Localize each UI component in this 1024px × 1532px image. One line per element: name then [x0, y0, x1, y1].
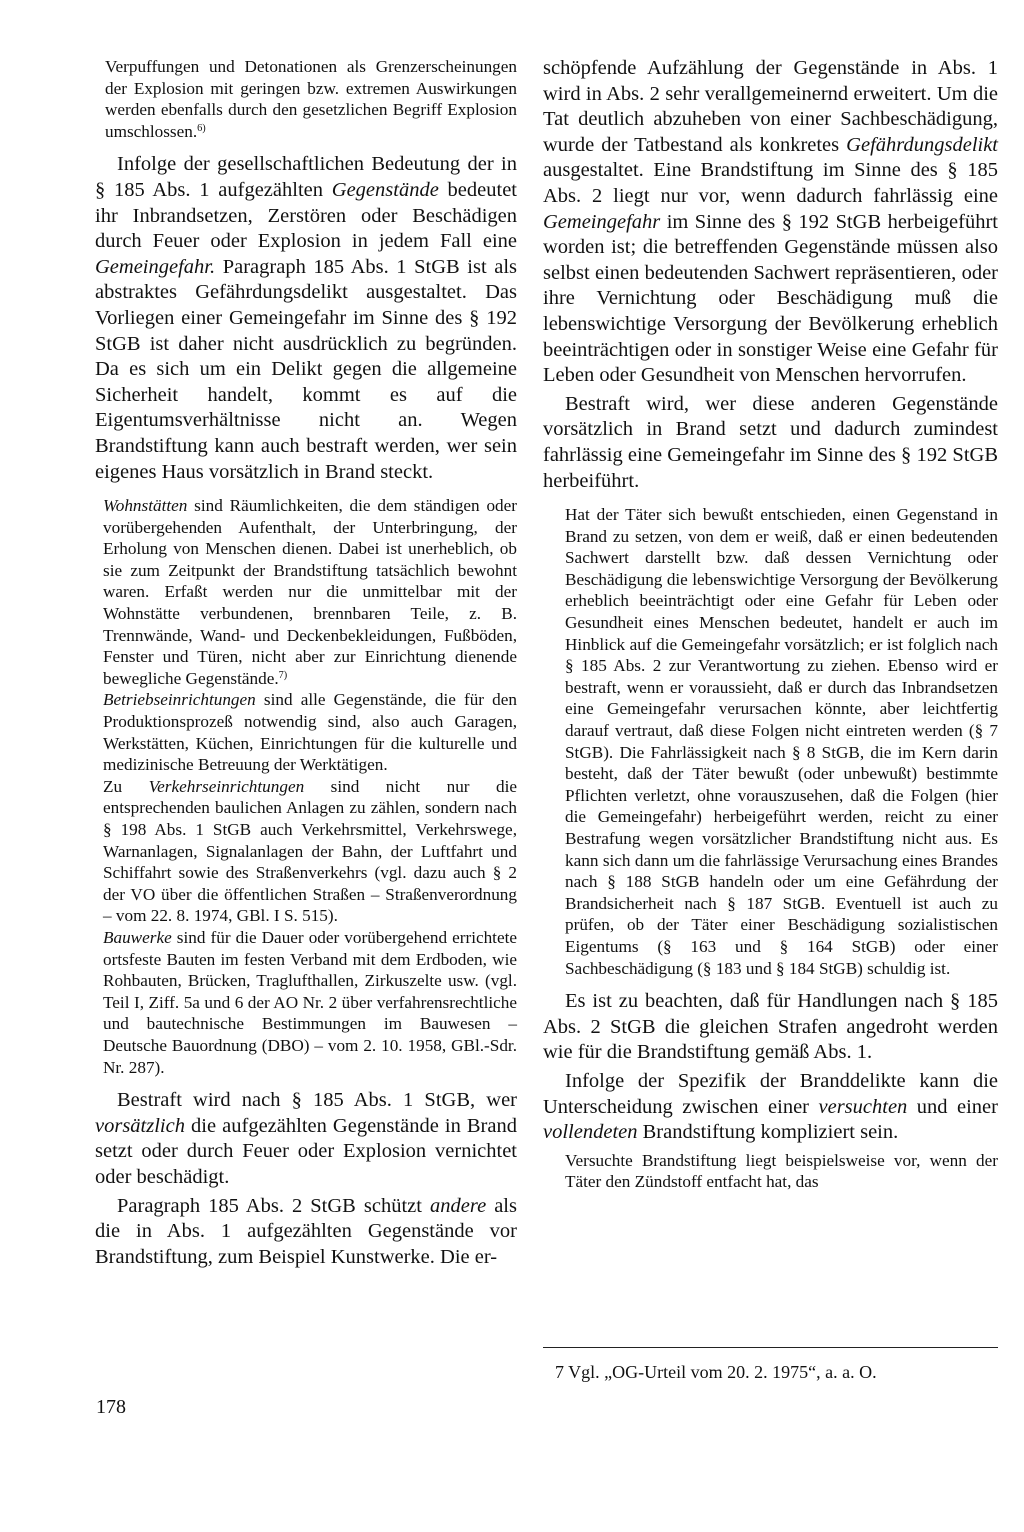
intro-note-text: Verpuffungen und Detonationen als Grenzerscheinungen der Explosion mit geringen bzw. extremen Auswirkungen werden ebenfalls durch den gesetzlichen Begriff Explosion umschlossen.: [105, 57, 517, 141]
definition-wohnstaetten: [103, 495, 517, 689]
paragraph-gemeingefahr: [95, 152, 517, 485]
text-run: im Sinne des § 192 StGB herbeigeführt worden ist; die betreffenden Gegenstände müssen also selbst einen bedeutenden Sachwert repräsentieren, oder ihre Vernichtung oder Beschädigung muß die lebenswichtige Versorgung der Bevölkerung erheblich beeinträchtigen oder in sonstiger Weise eine Gefahr für Leben oder Gesundheit von Menschen hervorrufen.: [543, 210, 998, 387]
paragraph-bestraft-abs2: Bestraft wird, wer diese anderen Gegenstände vorsätzlich in Brand setzt und dadurch zumindest fahrlässig eine Gemeingefahr im Sinne des § 192 StGB herbeiführt.: [543, 392, 998, 492]
definition-bauwerke: [103, 927, 517, 1078]
paragraph-bestraft-abs1: [95, 1088, 517, 1190]
note-text: Hat der Täter sich bewußt entschieden, einen Gegenstand in Brand zu setzen, von dem er weiß, daß er einen bedeutenden Sachwert darstellt bzw. daß dessen Vernichtung oder Beschädigung die lebenswichtige Versorgung der Bevölkerung erheblich beeinträchtigt oder eine Gefahr für Leben oder Gesundheit eines Menschen bedeutet, handelt er auch im Hinblick auf die Gemeingefahr vorsätzlich; er ist folglich nach § 185 Abs. 2 zur Verantwortung zu ziehen. Ebenso wird er bestraft, wenn er voraussieht, daß er durch das Inbrandsetzen eine Gemeingefahr verursachen könnte, aber leichtfertig darauf vertraut, daß diese Folgen nicht eintreten werden (§ 7 StGB). Die Fahrlässigkeit nach § 8 StGB, die im Kern darin besteht, daß der Täter bewußt (oder unbewußt) bestimmte Pflichten verletzt, ohne vorauszusehen, daß die Folgen (hier die Gemeingefahr) herbeigeführt werden, reicht zu einer Bestrafung wegen vorsätzlicher Brandstiftung nicht aus. Es kann sich dann um die fahrlässige Verursachung eines Brandes nach § 188 StGB handeln oder um eine Gefährdung der Brandsicherheit nach § 187 StGB. Eventuell ist auch zu prüfen, ob der Täter einer Beschädigung sozialistischen Eigentums (§ 163 und § 164 StGB) oder einer Sachbeschädigung (§ 183 und § 184 StGB) schuldig ist.: [565, 505, 998, 978]
right-column: [543, 56, 998, 1203]
text-run: als die in Abs. 1 aufgezählten Gegenstände vor Brandstiftung, zum Beispiel Kunstwerke. Die er-: [95, 1194, 517, 1268]
text-run: ausgestaltet. Eine Brandstiftung im Sinne des § 185 Abs. 2 liegt nur vor, wenn dadurch fahrlässig eine: [543, 159, 998, 207]
italic-term: vollendeten: [543, 1121, 638, 1144]
paragraph-konkretes-gefaehrdungsdelikt: [543, 56, 998, 389]
note-text: Versuchte Brandstiftung liegt beispielsweise vor, wenn der Täter den Zündstoff entfacht hat, das: [565, 1150, 998, 1192]
text-run: Infolge der Spezifik der Branddelikte kann die Unterscheidung zwischen einer: [543, 1069, 998, 1118]
page-number: 178: [96, 1396, 126, 1418]
note-versuchte-brandstiftung: [543, 1150, 998, 1193]
definition-verkehrseinrichtungen: [103, 776, 517, 927]
italic-term: Bauwerke: [103, 927, 172, 947]
definitions-block: [95, 495, 517, 1078]
italic-term: Gefährdungsdelikt: [846, 133, 998, 156]
note-vorsatz: [543, 504, 998, 979]
footnote-divider: [543, 1347, 998, 1348]
text-run: sind Räumlichkeiten, die dem ständigen oder vorübergehenden Aufenthalt, der Unterbringung, der Erholung von Menschen dienen. Dabei ist unerheblich, ob sie zum Zeitpunkt der Brandstiftung tatsächlich bewohnt waren. Erfaßt werden nur die unmittelbar mit der Wohnstätte verbundenen, brennbaren Teile, z. B. Trennwände, Wand- und Deckenbekleidungen, Fußböden, Fenster und Türen, nicht aber zur Einrichtung dienende bewegliche Gegenstände.: [103, 496, 517, 688]
definition-betriebseinrichtungen: [103, 689, 517, 775]
left-column: [95, 56, 517, 1273]
text-run: die aufgezählten Gegenstände in Brand setzt oder durch Feuer oder Explosion vernichtet oder beschädigt.: [95, 1114, 517, 1188]
text-run: Bestraft wird nach § 185 Abs. 1 StGB, wer: [117, 1089, 517, 1112]
footnote-ref-6: 6): [197, 122, 206, 134]
text-run: Paragraph 185 Abs. 2 StGB schützt: [117, 1194, 430, 1217]
paragraph-versuch-vollendung: [543, 1069, 998, 1146]
intro-note: [95, 56, 517, 142]
text-run: sind alle Gegenstände, die für den Produktionsprozeß notwendig sind, also auch Garagen, Werkstätten, Küchen, Einrichtungen für die kulturelle und medizinische Betreuung der Werktätigen.: [103, 690, 517, 775]
text-run: sind für die Dauer oder vorübergehend errichtete ortsfeste Bauten im festen Verband mit dem Erdboden, wie Rohbauten, Brücken, Traglufthallen, Zirkuszelte usw. (vgl. Teil I, Ziff. 5a und 6 der AO Nr. 2 über verfahrensrechtliche und bautechnische Bestimmungen im Bauwesen – Deutsche Bauordnung (DBO) – vom 2. 10. 1958, GBl.-Sdr. Nr. 287).: [103, 927, 517, 1077]
text-run: Paragraph 185 Abs. 1 StGB ist als abstraktes Gefährdungsdelikt ausgestaltet. Das Vorliegen einer Gemeingefahr im Sinne des § 192 StGB ist daher nicht ausdrücklich zu begründen. Da es sich um ein Delikt gegen die allgemeine Sicherheit handelt, kommt es auf die Eigentumsverhältnisse nicht an. Wegen Brandstiftung kann auch bestraft werden, wer sein eigenes Haus vorsätzlich in Brand steckt.: [95, 255, 517, 483]
footnote-ref-7: 7): [278, 669, 288, 681]
italic-term: Gemeingefahr.: [95, 255, 216, 278]
paragraph-strafen: Es ist zu beachten, daß für Handlungen nach § 185 Abs. 2 StGB die gleichen Strafen angedroht werden wie für die Brandstiftung gemäß Abs. 1.: [543, 990, 998, 1064]
text-run: bedeutet ihr Inbrandsetzen, Zerstören oder Beschädigen durch Feuer oder Explosion in jedem Fall eine: [95, 178, 517, 253]
italic-term: vorsätzlich: [95, 1114, 185, 1137]
text-run: Brandstiftung kompliziert sein.: [637, 1121, 899, 1144]
text-run: und einer: [907, 1095, 998, 1118]
paragraph-abs2-intro: [95, 1194, 517, 1271]
italic-term: Verkehrseinrichtungen: [148, 776, 305, 796]
text-run: Infolge der gesellschaftlichen Bedeutung der in § 185 Abs. 1 aufgezählten: [95, 153, 517, 201]
text-run: Zu: [103, 776, 149, 796]
footnote-7: 7 Vgl. „OG-Urteil vom 20. 2. 1975“, a. a. O.: [555, 1362, 877, 1382]
text-run: sind nicht nur die entsprechenden baulichen Anlagen zu zählen, sondern nach § 198 Abs. 1 StGB auch Verkehrsmittel, Verkehrswege, Warnanlagen, Signalanlagen der Bahn, der Luftfahrt und Schiffahrt sowie des Straßenverkehrs (vgl. dazu auch § 2 der VO über die öffentlichen Straßen – Straßenverordnung – vom 22. 8. 1974, GBl. I S. 515).: [103, 776, 518, 926]
italic-term: andere: [430, 1194, 487, 1217]
italic-term: versuchten: [818, 1095, 908, 1118]
italic-term: Wohnstätten: [103, 496, 188, 516]
italic-term: Gegenstände: [331, 178, 439, 201]
text-run: schöpfende Aufzählung der Gegenstände in Abs. 1 wird in Abs. 2 sehr verallgemeinernd erweitert. Um die Tat deutlich abzuheben von einer Sachbeschädigung, wurde der Tatbestand als konkretes: [543, 57, 998, 156]
italic-term: Gemeingefahr: [543, 210, 661, 233]
italic-term: Betriebseinrichtungen: [103, 690, 256, 710]
